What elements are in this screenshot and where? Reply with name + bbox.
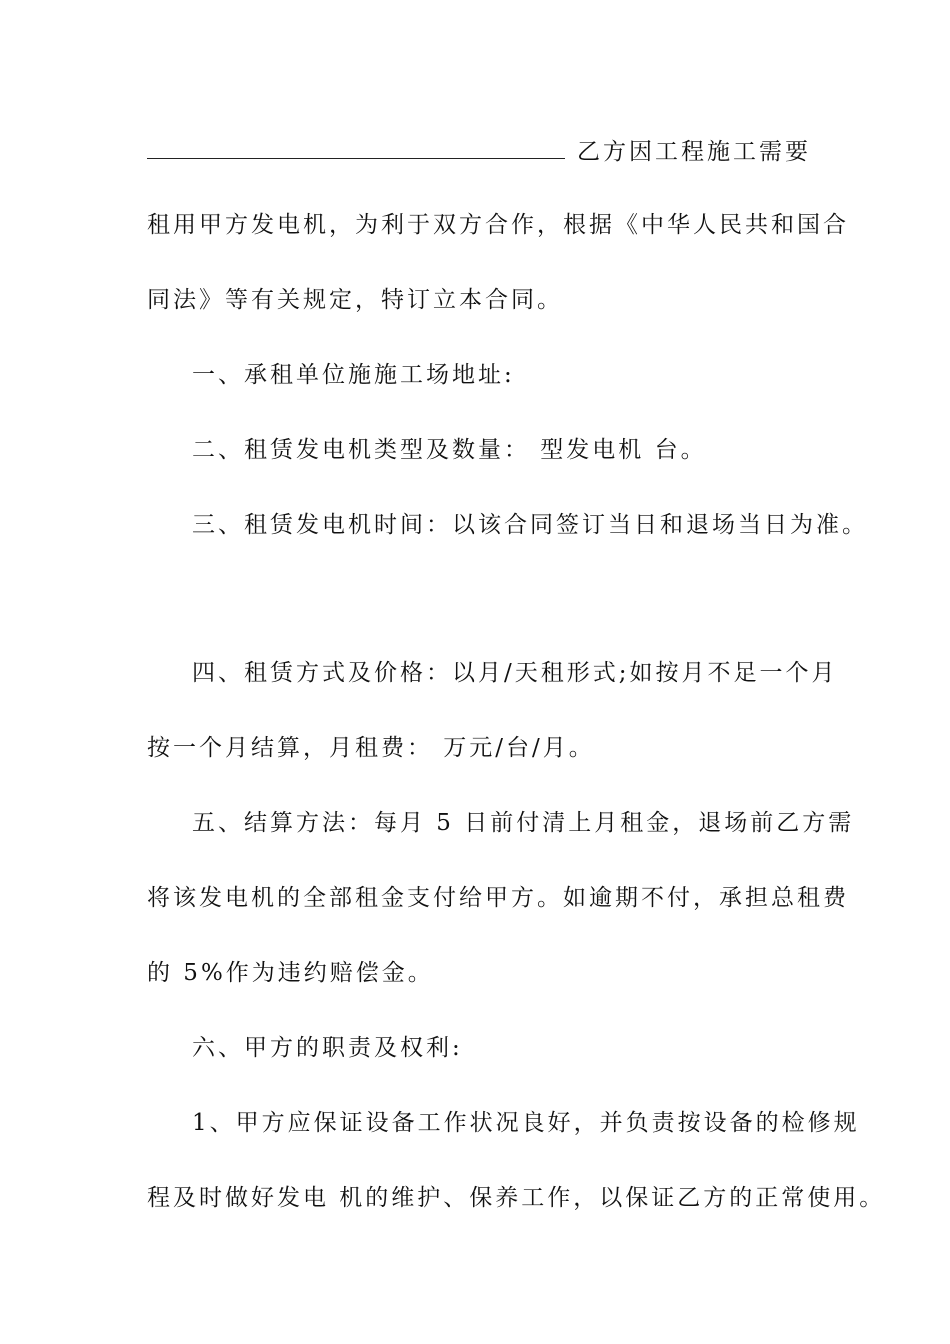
section-5-continuation-2: 的 5%作为违约赔偿金。 bbox=[147, 960, 434, 986]
blank-underline bbox=[147, 140, 565, 159]
section-6-heading: 六、甲方的职责及权利: bbox=[192, 1035, 463, 1061]
section-3-heading: 三、租赁发电机时间：以该合同签订当日和退场当日为准。 bbox=[192, 512, 868, 538]
section-1-heading: 一、承租单位施施工场地址: bbox=[192, 362, 515, 388]
section-4-continuation: 按一个月结算，月租费： 万元/台/月。 bbox=[147, 735, 595, 761]
section-5-continuation-1: 将该发电机的全部租金支付给甲方。如逾期不付，承担总租费 bbox=[147, 885, 849, 911]
section-5-heading: 五、结算方法：每月 5 日前付清上月租金，退场前乙方需 bbox=[192, 810, 855, 836]
section-6-item-1-continuation: 程及时做好发电 机的维护、保养工作，以保证乙方的正常使用。 bbox=[147, 1185, 886, 1211]
contract-line-1 bbox=[147, 137, 827, 167]
section-2-heading: 二、租赁发电机类型及数量： 型发电机 台。 bbox=[192, 437, 707, 463]
section-4-heading: 四、租赁方式及价格：以月/天租形式;如按月不足一个月 bbox=[192, 660, 838, 686]
section-6-item-1: 1、甲方应保证设备工作状况良好，并负责按设备的检修规 bbox=[192, 1110, 860, 1136]
contract-line-3: 同法》等有关规定，特订立本合同。 bbox=[147, 287, 563, 313]
contract-text-1: 乙方因工程施工需要 bbox=[577, 139, 811, 165]
contract-line-2: 租用甲方发电机，为利于双方合作，根据《中华人民共和国合 bbox=[147, 212, 849, 238]
